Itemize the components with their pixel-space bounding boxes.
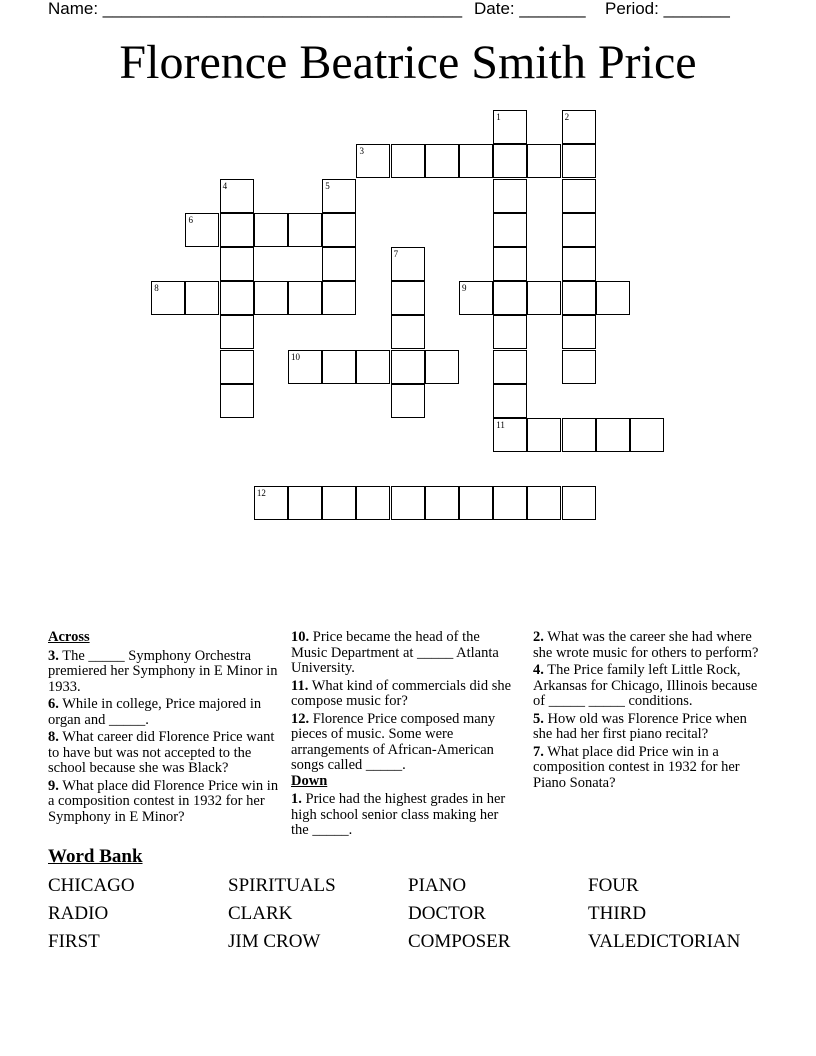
crossword-cell[interactable] bbox=[493, 350, 527, 384]
word-bank-item: RADIO bbox=[48, 903, 109, 924]
crossword-cell[interactable] bbox=[425, 486, 459, 520]
crossword-cell[interactable] bbox=[254, 281, 288, 315]
crossword-cell[interactable] bbox=[459, 486, 493, 520]
crossword-cell[interactable] bbox=[493, 179, 527, 213]
clue-number: 11 bbox=[496, 420, 505, 431]
crossword-cell[interactable] bbox=[459, 281, 493, 315]
clue-down-1: 1. Price had the highest grades in her high school senior class making her the _____. bbox=[291, 791, 506, 838]
crossword-cell[interactable] bbox=[562, 350, 596, 384]
clue-across-6: 6. While in college, Price majored in organ and _____. bbox=[48, 696, 262, 728]
word-bank-item: DOCTOR bbox=[408, 903, 486, 924]
crossword-cell[interactable] bbox=[288, 350, 322, 384]
clue-number: 10 bbox=[291, 351, 301, 362]
crossword-cell[interactable] bbox=[391, 144, 425, 178]
crossword-cell[interactable] bbox=[185, 213, 219, 247]
crossword-cell[interactable] bbox=[527, 144, 561, 178]
date-field-label[interactable]: Date: _______ bbox=[474, 0, 586, 18]
crossword-cell[interactable] bbox=[288, 486, 322, 520]
crossword-cell[interactable] bbox=[562, 315, 596, 349]
crossword-cell[interactable] bbox=[562, 110, 596, 144]
crossword-cell[interactable] bbox=[425, 144, 459, 178]
clue-number: 2 bbox=[564, 112, 570, 123]
crossword-cell[interactable] bbox=[562, 281, 596, 315]
crossword-cell[interactable] bbox=[220, 179, 254, 213]
clue-across-11: 11. What kind of commercials did she compose music for? bbox=[291, 677, 512, 709]
crossword-cell[interactable] bbox=[220, 247, 254, 281]
crossword-cell[interactable] bbox=[356, 144, 390, 178]
period-field-label[interactable]: Period: _______ bbox=[605, 0, 730, 18]
crossword-cell[interactable] bbox=[356, 350, 390, 384]
clue-down-5: 5. How old was Florence Price when she had her first piano recital? bbox=[533, 710, 747, 742]
crossword-cell[interactable] bbox=[527, 281, 561, 315]
crossword-cell[interactable] bbox=[562, 213, 596, 247]
crossword-cell[interactable] bbox=[322, 247, 356, 281]
clues-column-1 bbox=[48, 630, 280, 827]
clue-number: 1 bbox=[496, 112, 501, 123]
clues-column-2 bbox=[291, 630, 519, 841]
crossword-cell[interactable] bbox=[254, 486, 288, 520]
crossword-cell[interactable] bbox=[220, 384, 254, 418]
word-bank-item: PIANO bbox=[408, 875, 467, 896]
crossword-cell[interactable] bbox=[322, 281, 356, 315]
crossword-cell[interactable] bbox=[562, 418, 596, 452]
word-bank-item: THIRD bbox=[588, 903, 647, 924]
crossword-cell[interactable] bbox=[288, 281, 322, 315]
clue-number: 7 bbox=[393, 249, 399, 260]
crossword-cell[interactable] bbox=[493, 418, 527, 452]
word-bank-item: CLARK bbox=[228, 903, 293, 924]
clue-down-7: 7. What place did Price win in a composition contest in 1932 for her Piano Sonata? bbox=[533, 743, 740, 791]
crossword-cell[interactable] bbox=[220, 350, 254, 384]
crossword-cell[interactable] bbox=[220, 213, 254, 247]
word-bank-item: CHICAGO bbox=[48, 875, 135, 896]
crossword-cell[interactable] bbox=[185, 281, 219, 315]
clue-across-12: 12. Florence Price composed many pieces of music. Some were arrangements of African-American songs called _____. bbox=[291, 710, 496, 773]
crossword-cell[interactable] bbox=[391, 247, 425, 281]
crossword-cell[interactable] bbox=[562, 247, 596, 281]
crossword-cell[interactable] bbox=[254, 213, 288, 247]
crossword-cell[interactable] bbox=[630, 418, 664, 452]
crossword-cell[interactable] bbox=[151, 281, 185, 315]
crossword-cell[interactable] bbox=[527, 486, 561, 520]
word-bank-item: SPIRITUALS bbox=[228, 875, 336, 896]
clue-number: 4 bbox=[222, 180, 228, 191]
crossword-cell[interactable] bbox=[322, 486, 356, 520]
header-line bbox=[0, 0, 816, 22]
crossword-cell[interactable] bbox=[596, 281, 630, 315]
clue-down-4: 4. The Price family left Little Rock, Arkansas for Chicago, Illinois because of _____ _____ conditions. bbox=[533, 662, 758, 709]
crossword-cell[interactable] bbox=[391, 384, 425, 418]
page-title: Florence Beatrice Smith Price bbox=[119, 36, 697, 89]
clue-across-9: 9. What place did Florence Price win in a composition contest in 1932 for her Symphony in E Minor? bbox=[48, 777, 279, 825]
clue-down-2: 2. What was the career she had where she wrote music for others to perform? bbox=[533, 629, 759, 661]
crossword-cell[interactable] bbox=[391, 350, 425, 384]
crossword-cell[interactable] bbox=[596, 418, 630, 452]
word-bank-item: FIRST bbox=[48, 931, 100, 952]
crossword-cell[interactable] bbox=[493, 384, 527, 418]
crossword-cell[interactable] bbox=[459, 144, 493, 178]
crossword-cell[interactable] bbox=[527, 418, 561, 452]
clues-column-3 bbox=[533, 630, 763, 793]
crossword-cell[interactable] bbox=[425, 350, 459, 384]
crossword-cell[interactable] bbox=[493, 486, 527, 520]
crossword-cell[interactable] bbox=[391, 281, 425, 315]
crossword-cell[interactable] bbox=[220, 281, 254, 315]
word-bank-item: COMPOSER bbox=[408, 931, 511, 952]
crossword-cell[interactable] bbox=[493, 281, 527, 315]
clue-number: 12 bbox=[256, 488, 266, 499]
clue-across-8: 8. What career did Florence Price want to have but was not accepted to the school because she was Black? bbox=[48, 729, 275, 776]
clue-number: 9 bbox=[462, 283, 467, 294]
clue-across-10: 10. Price became the head of the Music Department at _____ Atlanta University. bbox=[291, 629, 499, 676]
crossword-cell[interactable] bbox=[493, 315, 527, 349]
crossword-cell[interactable] bbox=[322, 179, 356, 213]
crossword-cell[interactable] bbox=[493, 247, 527, 281]
crossword-cell[interactable] bbox=[322, 213, 356, 247]
clue-number: 8 bbox=[154, 283, 159, 294]
crossword-cell[interactable] bbox=[493, 144, 527, 178]
crossword-cell[interactable] bbox=[322, 350, 356, 384]
crossword-cell[interactable] bbox=[493, 110, 527, 144]
clue-number: 5 bbox=[325, 180, 330, 191]
crossword-cell[interactable] bbox=[493, 213, 527, 247]
word-bank-item: VALEDICTORIAN bbox=[588, 931, 741, 952]
word-bank-item: JIM CROW bbox=[228, 931, 321, 952]
crossword-cell[interactable] bbox=[288, 213, 322, 247]
crossword-cell[interactable] bbox=[220, 315, 254, 349]
word-bank-item: FOUR bbox=[588, 875, 639, 896]
clue-across-3: 3. The _____ Symphony Orchestra premiered her Symphony in E Minor in 1933. bbox=[48, 647, 278, 695]
crossword-cell[interactable] bbox=[356, 486, 390, 520]
down-heading: Down bbox=[291, 772, 328, 789]
crossword-cell[interactable] bbox=[391, 486, 425, 520]
name-field-label[interactable]: Name: ______________________________________ bbox=[48, 0, 463, 18]
crossword-cell[interactable] bbox=[562, 144, 596, 178]
crossword-cell[interactable] bbox=[562, 486, 596, 520]
crossword-cell[interactable] bbox=[391, 315, 425, 349]
across-heading: Across bbox=[48, 629, 90, 645]
clue-number: 3 bbox=[359, 146, 364, 157]
crossword-cell[interactable] bbox=[562, 179, 596, 213]
clue-number: 6 bbox=[188, 214, 193, 225]
word-bank-title: Word Bank bbox=[48, 846, 143, 867]
